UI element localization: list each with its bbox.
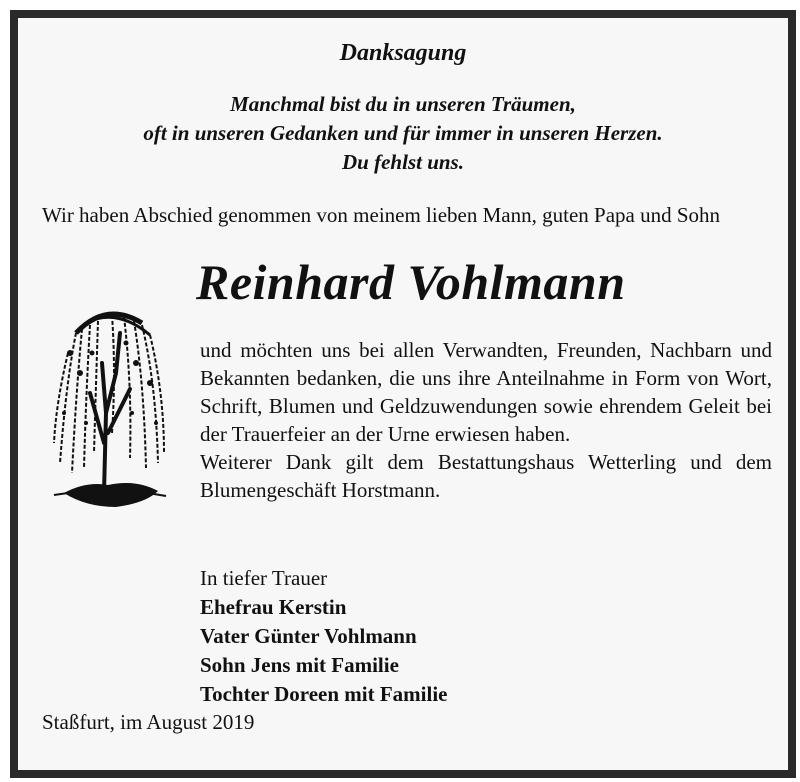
mourner-name: Tochter Doreen mit Familie (200, 682, 448, 706)
motto-block (18, 90, 788, 177)
thanks-paragraph: und möchten uns bei allen Verwandten, Freunden, Nachbarn und Bekannten bedanken, die uns ihre Anteilnahme in Form von Wort, Schrift, Blumen und Geldzuwendungen sowie ehrendem Geleit bei der Trauerfeier an der Urne erwiesen haben. (200, 338, 772, 446)
obituary-frame (10, 10, 796, 778)
mourner-name: Vater Günter Vohlmann (200, 624, 417, 648)
mourners-block (200, 564, 447, 709)
motto-line: Manchmal bist du in unseren Träumen, (230, 92, 576, 116)
weeping-willow-icon (46, 293, 171, 528)
mourner-name: Sohn Jens mit Familie (200, 653, 399, 677)
intro-text: Wir haben Abschied genommen von meinem lieben Mann, guten Papa und Sohn (42, 203, 721, 227)
heading-title: Danksagung (339, 40, 467, 66)
mourners-heading: In tiefer Trauer (200, 566, 328, 590)
deceased-name: Reinhard Vohlmann (196, 254, 626, 310)
thanks-paragraph-additional: Weiterer Dank gilt dem Bestattungshaus Wetterling und dem Blumengeschäft Horstmann. (200, 450, 772, 502)
obituary-content (18, 18, 788, 770)
place-date: Staßfurt, im August 2019 (42, 710, 255, 734)
thanks-text (200, 336, 772, 504)
mourner-name: Ehefrau Kerstin (200, 595, 347, 619)
motto-line: Du fehlst uns. (342, 150, 464, 174)
motto-line: oft in unseren Gedanken und für immer in unseren Herzen. (143, 121, 663, 145)
